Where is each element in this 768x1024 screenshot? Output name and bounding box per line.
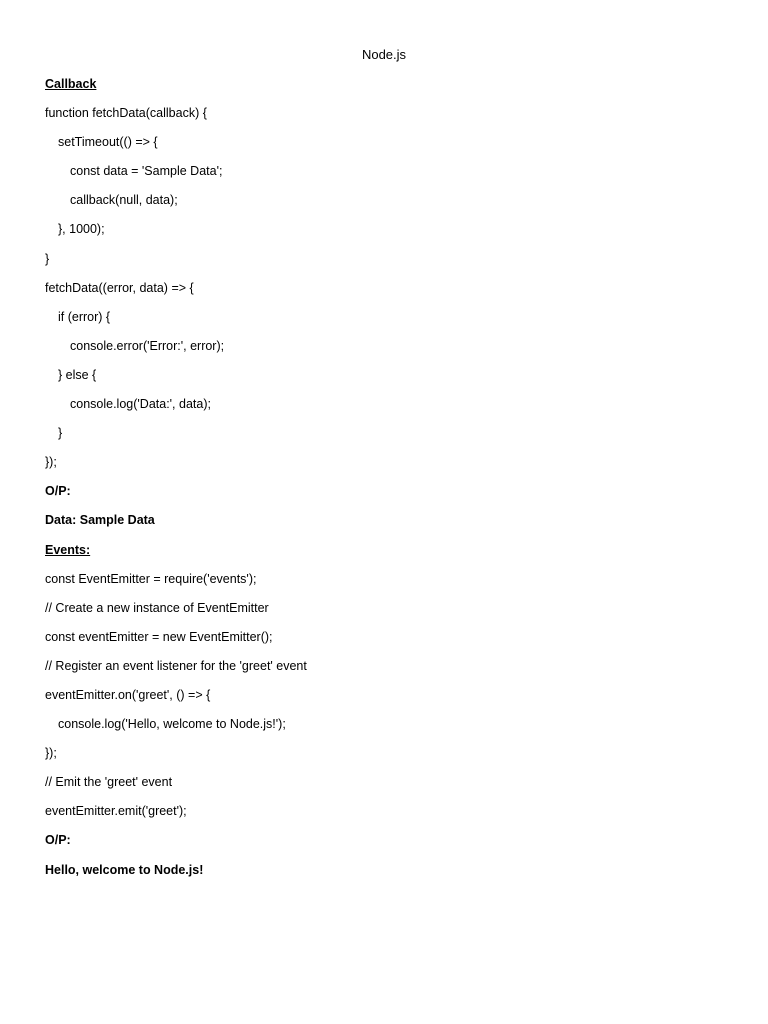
code-line: fetchData((error, data) => { xyxy=(45,280,194,295)
code-line: eventEmitter.on('greet', () => { xyxy=(45,687,211,702)
output-label: O/P: xyxy=(45,484,71,499)
code-line: function fetchData(callback) { xyxy=(45,106,207,121)
code-line: }); xyxy=(45,746,57,761)
document-body xyxy=(45,75,725,890)
code-line: const data = 'Sample Data'; xyxy=(70,164,223,179)
output-value: Hello, welcome to Node.js! xyxy=(45,862,204,877)
code-comment: // Emit the 'greet' event xyxy=(45,775,173,790)
code-line: console.log('Hello, welcome to Node.js!'); xyxy=(58,717,286,732)
section-heading-callback: Callback xyxy=(45,77,97,91)
code-comment: // Create a new instance of EventEmitter xyxy=(45,600,269,615)
code-line: } else { xyxy=(58,367,97,382)
code-line: console.log('Data:', data); xyxy=(70,397,211,412)
output-label: O/P: xyxy=(45,833,71,848)
section-heading-events: Events: xyxy=(45,542,91,557)
code-line: eventEmitter.emit('greet'); xyxy=(45,804,187,819)
document-title: Node.js xyxy=(361,47,407,62)
code-line: }); xyxy=(45,455,57,470)
code-line: }, 1000); xyxy=(58,222,105,237)
code-line: } xyxy=(58,426,63,441)
code-line: callback(null, data); xyxy=(70,193,178,208)
code-line: console.error('Error:', error); xyxy=(70,338,225,353)
code-comment: // Register an event listener for the 'greet' event xyxy=(45,658,307,673)
code-line: const EventEmitter = require('events'); xyxy=(45,571,257,586)
code-line: if (error) { xyxy=(58,309,111,324)
output-value: Data: Sample Data xyxy=(45,513,155,528)
code-line: } xyxy=(45,251,50,266)
code-line: const eventEmitter = new EventEmitter(); xyxy=(45,629,273,644)
code-line: setTimeout(() => { xyxy=(58,135,158,150)
